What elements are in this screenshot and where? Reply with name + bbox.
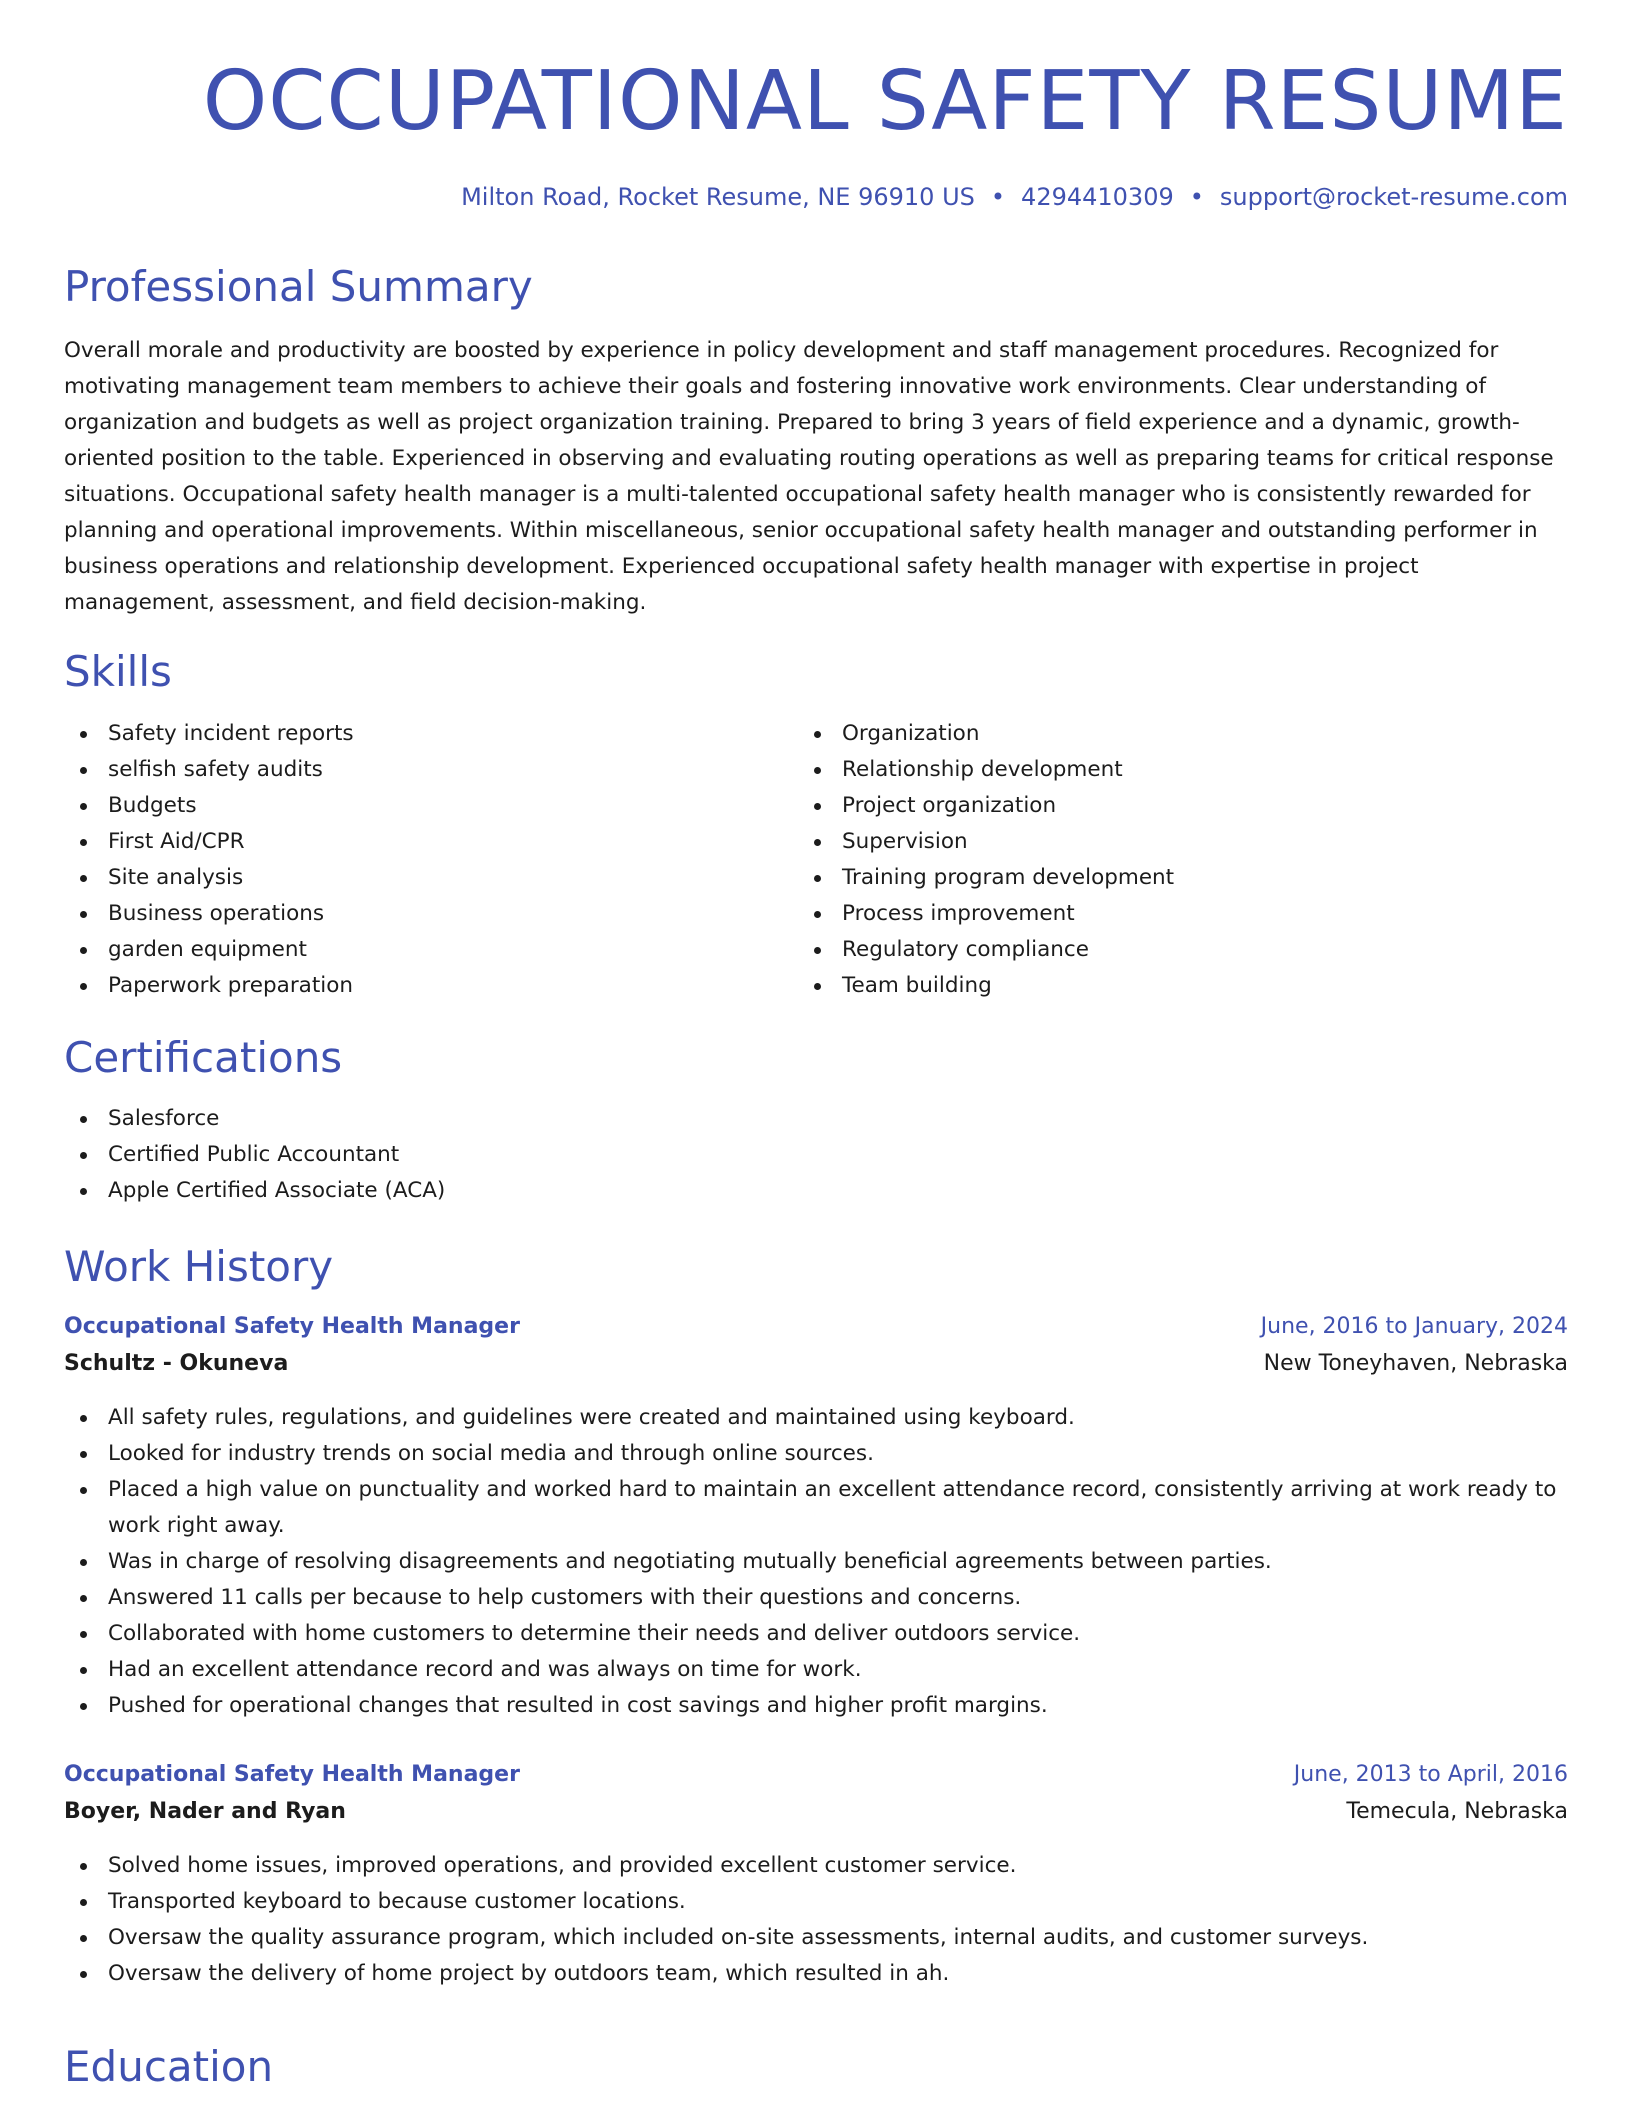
skill-item: Paperwork preparation <box>64 968 354 1004</box>
skill-item: garden equipment <box>64 932 354 968</box>
skill-item: Training program development <box>798 860 1174 896</box>
job-bullet: Looked for industry trends on social media and through online sources. <box>64 1436 1568 1472</box>
skill-item: Project organization <box>798 788 1174 824</box>
certification-item: Certified Public Accountant <box>64 1137 445 1173</box>
job-bullet: Transported keyboard to because customer locations. <box>64 1884 1568 1920</box>
job-bullet: Pushed for operational changes that resulted in cost savings and higher profit margins. <box>64 1688 1568 1724</box>
skill-item: Process improvement <box>798 896 1174 932</box>
skill-item: Business operations <box>64 896 354 932</box>
job-location: Temecula, Nebraska <box>1346 1799 1568 1824</box>
work-history-heading: Work History <box>64 1242 334 1291</box>
certification-item: Salesforce <box>64 1101 445 1137</box>
contact-address: Milton Road, Rocket Resume, NE 96910 US <box>461 183 975 211</box>
job-title: Occupational Safety Health Manager <box>64 1314 520 1339</box>
contact-email[interactable]: support@rocket-resume.com <box>1219 183 1568 211</box>
job-bullet: Oversaw the delivery of home project by outdoors team, which resulted in ah. <box>64 1956 1568 1992</box>
skill-item: Safety incident reports <box>64 716 354 752</box>
job-dates: June, 2013 to April, 2016 <box>1293 1762 1568 1787</box>
job-header <box>64 1309 1568 1385</box>
certifications-list <box>64 1101 445 1209</box>
job-bullet: Was in charge of resolving disagreements and negotiating mutually beneficial agreements between parties. <box>64 1544 1568 1580</box>
job-company: Boyer, Nader and Ryan <box>64 1799 346 1824</box>
skill-item: Organization <box>798 716 1174 752</box>
skill-item: Budgets <box>64 788 354 824</box>
skills-list-right <box>798 716 1174 1004</box>
skills-list-left <box>64 716 354 1004</box>
contact-separator: • <box>990 183 1006 211</box>
skill-item: selfish safety audits <box>64 752 354 788</box>
skill-item: Regulatory compliance <box>798 932 1174 968</box>
skill-item: Supervision <box>798 824 1174 860</box>
summary-heading: Professional Summary <box>64 262 533 311</box>
job-header <box>64 1757 1568 1833</box>
job-dates: June, 2016 to January, 2024 <box>1260 1314 1568 1339</box>
contact-line <box>461 180 1568 214</box>
job-bullets <box>64 1848 1568 1992</box>
education-heading: Education <box>64 2042 274 2091</box>
certification-item: Apple Certified Associate (ACA) <box>64 1173 445 1209</box>
contact-separator: • <box>1189 183 1204 211</box>
skill-item: First Aid/CPR <box>64 824 354 860</box>
job-bullet: Collaborated with home customers to determine their needs and deliver outdoors service. <box>64 1616 1568 1652</box>
job-bullet: Placed a high value on punctuality and worked hard to maintain an excellent attendance record, consistently arriving at work ready to work right away. <box>64 1472 1568 1544</box>
job-bullet: Answered 11 calls per because to help customers with their questions and concerns. <box>64 1580 1568 1616</box>
job-bullet: Solved home issues, improved operations, and provided excellent customer service. <box>64 1848 1568 1884</box>
skill-item: Team building <box>798 968 1174 1004</box>
certifications-heading: Certifications <box>64 1033 343 1082</box>
skills-heading: Skills <box>64 647 172 696</box>
contact-phone: 4294410309 <box>1021 183 1174 211</box>
job-title: Occupational Safety Health Manager <box>64 1762 520 1787</box>
job-bullet: All safety rules, regulations, and guidelines were created and maintained using keyboard. <box>64 1400 1568 1436</box>
skill-item: Relationship development <box>798 752 1174 788</box>
resume-title: OCCUPATIONAL SAFETY RESUME <box>202 54 1568 149</box>
job-location: New Toneyhaven, Nebraska <box>1263 1351 1568 1376</box>
job-bullets <box>64 1400 1568 1724</box>
summary-text: Overall morale and productivity are boosted by experience in policy development and staff management procedures. Recognized for motivating management team members to achieve their goals and fostering innovative work environments. Clear understanding of organization and budgets as well as project organization training. Prepared to bring 3 years of field experience and a dynamic, growth-oriented position to the table. Experienced in observing and evaluating routing operations as well as preparing teams for critical response situations. Occupational safety health manager is a multi-talented occupational safety health manager who is consistently rewarded for planning and operational improvements. Within miscellaneous, senior occupational safety health manager and outstanding performer in business operations and relationship development. Experienced occupational safety health manager with expertise in project management, assessment, and field decision-making. <box>64 338 1554 615</box>
skill-item: Site analysis <box>64 860 354 896</box>
job-company: Schultz - Okuneva <box>64 1351 289 1376</box>
job-bullet: Had an excellent attendance record and was always on time for work. <box>64 1652 1568 1688</box>
job-bullet: Oversaw the quality assurance program, which included on-site assessments, internal audits, and customer surveys. <box>64 1920 1568 1956</box>
